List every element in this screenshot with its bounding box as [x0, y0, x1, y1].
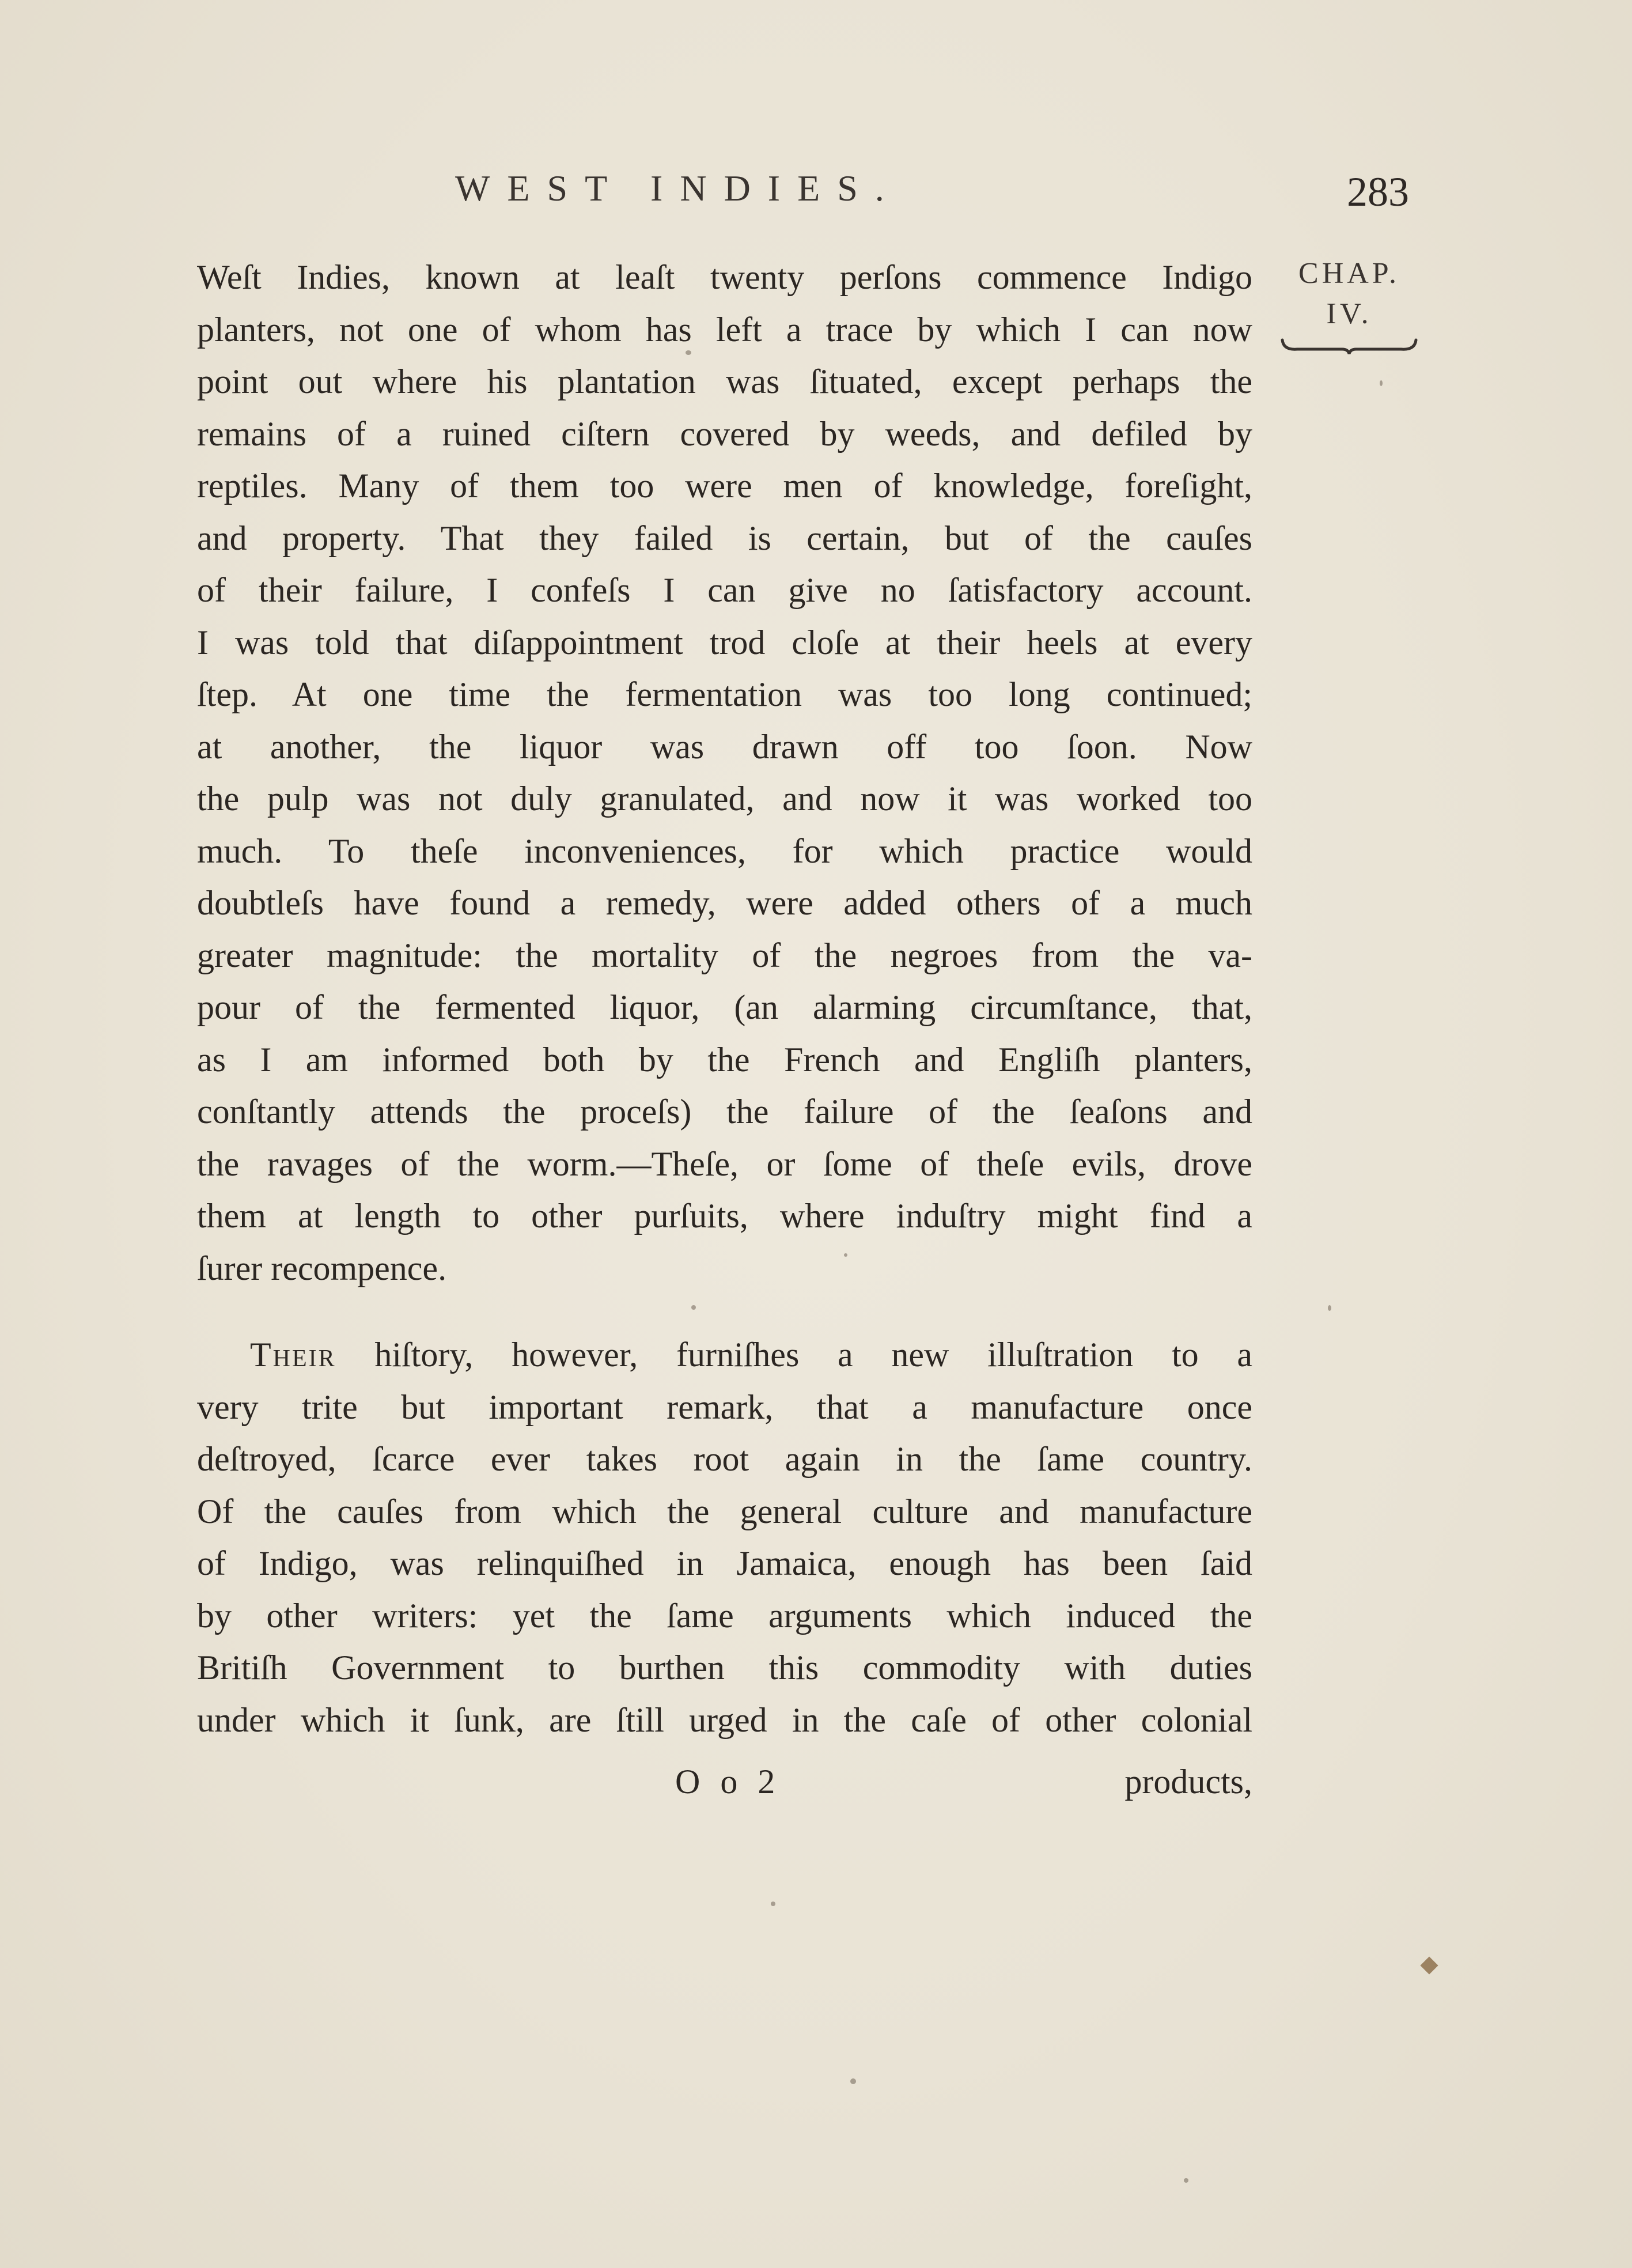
- text-line: doubtleſs have found a remedy, were added others of a much: [197, 884, 1252, 922]
- text-line: planters, not one of whom has left a trace by which I can now: [197, 310, 1252, 349]
- text-line: pour of the fermented liquor, (an alarming circumſtance, that,: [197, 988, 1252, 1026]
- page-number: 283: [1347, 169, 1409, 215]
- text-line: Britiſh Government to burthen this commodity with duties: [197, 1649, 1252, 1687]
- text-line: and property. That they failed is certain, but of the cauſes: [197, 519, 1252, 557]
- text-line: remains of a ruined ciſtern covered by weeds, and defiled by: [197, 414, 1252, 453]
- paper-speck: [1328, 1305, 1331, 1311]
- ink-blot: [1420, 1956, 1438, 1974]
- text-line: greater magnitude: the mortality of the negroes from the va-: [197, 936, 1252, 974]
- chapter-label: CHAP.: [1298, 257, 1400, 290]
- page-footer: [197, 1762, 1252, 1814]
- paper-speck: [844, 1253, 847, 1257]
- catchword: products,: [1124, 1763, 1252, 1801]
- text-line: the ravages of the worm.—Theſe, or ſome of theſe evils, drove: [197, 1144, 1252, 1183]
- text-line: ſurer recompence.: [197, 1249, 447, 1287]
- margin-note: [1274, 254, 1424, 355]
- text-line: much. To theſe inconveniences, for which practice would: [197, 831, 1252, 870]
- text-line: at another, the liquor was drawn off too ſoon. Now: [197, 727, 1252, 766]
- text-line: Weſt Indies, known at leaſt twenty perſons commence Indigo: [197, 258, 1252, 296]
- paragraph-1: [197, 251, 1252, 1294]
- chapter-number: IV.: [1326, 297, 1372, 330]
- paper-speck: [771, 1902, 775, 1906]
- text-line-first: [197, 1329, 1252, 1381]
- signature-mark: O o 2: [675, 1763, 781, 1801]
- text-line-rest: hiſtory, however, furniſhes a new illuſtration to a: [336, 1336, 1252, 1374]
- text-line: very trite but important remark, that a manufacture once: [197, 1388, 1252, 1426]
- text-line: conſtantly attends the proceſs) the failure of the ſeaſons and: [197, 1093, 1252, 1131]
- text-line: of Indigo, was relinquiſhed in Jamaica, enough has been ſaid: [197, 1544, 1252, 1582]
- paper-speck: [686, 350, 691, 355]
- text-line: deſtroyed, ſcarce ever takes root again in the ſame country.: [197, 1440, 1252, 1478]
- paper-speck: [850, 2078, 856, 2084]
- running-head: WEST INDIES.: [455, 168, 902, 209]
- text-line: ſtep. At one time the fermentation was too long continued;: [197, 675, 1252, 713]
- opening-word: Their: [250, 1336, 336, 1374]
- paper-speck: [691, 1305, 696, 1310]
- text-line: point out where his plantation was ſituated, except perhaps the: [197, 362, 1252, 400]
- text-line: them at length to other purſuits, where induſtry might find a: [197, 1197, 1252, 1235]
- paper-speck: [1184, 2178, 1188, 2183]
- text-line: of their failure, I confeſs I can give no ſatisfactory account.: [197, 571, 1252, 609]
- brace-icon: [1280, 338, 1418, 355]
- text-line: Of the cauſes from which the general culture and manufacture: [197, 1492, 1252, 1530]
- text-line: I was told that diſappointment trod cloſe at their heels at every: [197, 623, 1252, 662]
- paragraph-2: [197, 1329, 1252, 1746]
- text-line: under which it ſunk, are ſtill urged in the caſe of other colonial: [197, 1700, 1252, 1739]
- text-line: as I am informed both by the French and Engliſh planters,: [197, 1040, 1252, 1079]
- text-line: by other writers: yet the ſame arguments which induced the: [197, 1596, 1252, 1635]
- text-line: the pulp was not duly granulated, and now it was worked too: [197, 780, 1252, 818]
- text-line: reptiles. Many of them too were men of knowledge, foreſight,: [197, 467, 1252, 505]
- paper-speck: [1380, 380, 1383, 386]
